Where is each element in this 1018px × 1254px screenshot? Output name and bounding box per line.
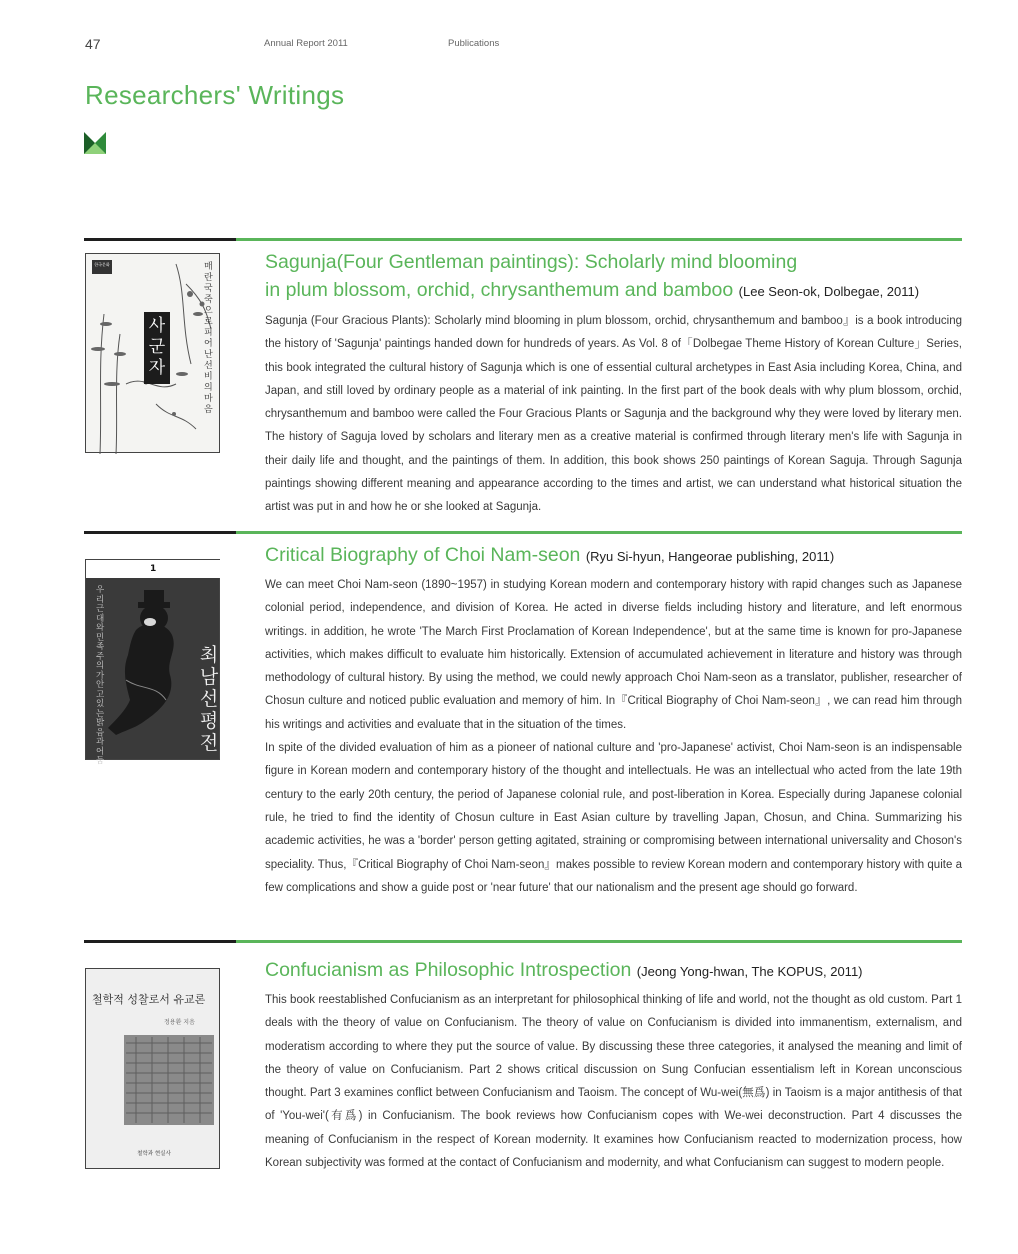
book-description: We can meet Choi Nam-seon (1890~1957) in studying Korean modern and contemporary history with rapid changes such as Japanese colonial period, independence, and division of Korea. He acted in diverse fields including history and literature, and left enormous writings. in addition, he wrote 'The March First Proclamation of Korean Independence', but at the same time is known for pro-Japanese activities, which makes difficult to evaluate him historically. Extension of accumulated achievement in literature and history was through methodology of cultural history. By using the method, we could newly approach Choi Nam-seon as a translator, publisher, researcher of Chosun culture and noticed public evaluation and memory of him. In『Critical Biography of Choi Nam-seon』, we can read him through his writings and activities and evaluate that in the situation of the times. xyxy=(265,579,962,731)
book-title-line1: Critical Biography of Choi Nam-seon xyxy=(265,544,581,566)
section-label: Publications xyxy=(448,38,500,49)
entry-rule-green xyxy=(236,531,962,534)
cover-title: 최남선 평전 xyxy=(199,644,219,754)
cover-publisher: 철학과 현실사 xyxy=(137,1151,171,1157)
entry-rule-green xyxy=(236,238,962,241)
entry-rule-dark xyxy=(84,238,236,241)
cover-series-label: 한국문화 xyxy=(94,262,110,267)
section-mark-icon xyxy=(84,132,106,154)
book-cover-choi xyxy=(85,559,220,766)
report-label: Annual Report 2011 xyxy=(264,38,348,49)
book-title xyxy=(265,956,962,986)
book-title xyxy=(265,248,962,306)
page-title: Researchers' Writings xyxy=(85,80,345,110)
cover-title: 철학적 성찰로서 유교론 xyxy=(92,993,206,1006)
entry-content xyxy=(265,541,962,900)
page-number: 47 xyxy=(85,36,101,52)
cover-title: 사군자 xyxy=(148,316,166,378)
book-title xyxy=(265,541,962,571)
entry-content xyxy=(265,248,962,520)
book-cover-sagunja xyxy=(85,253,220,453)
book-description: This book reestablished Confucianism as an interpretant for philosophical thinking of life and world, not the thought as old custom. Part 1 deals with the theory of value on Confucianism. The theory of value on Confucianism is divided into immanentism, externalism, and moderatism according to where they put the source of value. By discussing these three categories, it analysed the meaning and limit of the theory of value on Confucianism. Part 2 shows critical discussion on Sung Confucian essentialism left in Korean unconscious thought. Part 3 examines conflict between Confucianism and Taoism. The concept of Wu-wei(無爲) in Taoism is a major antithesis of that of 'You-wei'(有爲) in Confucianism. The book reviews how Confucianism copes with We-wei deconstruction. Part 4 discusses the meaning of Confucianism in the respect of Korean modernity. It examines how Confucianism reacted to modernization process, how Korean subjectivity was formed at the contact of Confucianism and modernity, and what Confucianism can suggest to modern people. xyxy=(265,994,962,1170)
book-description: In spite of the divided evaluation of him as a pioneer of national culture and 'pro-Japanese' activist, Choi Nam-seon is an indispensable figure in Korean modern and contemporary history of the thought and intellectuals. He was an intellectual who acted from the late 19th century to the early 20th century, the period of Japanese colonial rule, and post-liberation in Korea. Especially during Japanese colonial rule, he tried to find the identity of Chosun culture in East Asian culture by travelling Japan, Chosun, and China. Summarizing his academic activities, he was a 'border' person getting agitated, straining or compromising between international universality and Choson's speciality. Thus,『Critical Biography of Choi Nam-seon』makes possible to review Korean modern and contemporary history with quite a few complications and show a guide post or 'near future' that our nationalism and the present age should go forward. xyxy=(265,742,962,894)
book-title-line2: in plum blossom, orchid, chrysanthemum and bamboo xyxy=(265,279,734,301)
cover-subtitle: 우리 근대와 민족주의가 안고 있는 밝음과 어둠 xyxy=(96,585,105,766)
book-cover-confucianism xyxy=(85,968,220,1169)
book-meta: (Jeong Yong-hwan, The KOPUS, 2011) xyxy=(636,964,863,979)
book-description: Sagunja (Four Gracious Plants): Scholarly mind blooming in plum blossom, orchid, chrysanthemum and bamboo』is a book introducing the history of 'Sagunja' paintings handed down for hundreds of years. As Vol. 8 of「Dolbegae Theme History of Korean Culture」Series, this book integrated the cultural history of Sagunja which is one of essential cultural archetypes in East Asia including Korea, China, and Japan, and still loved by ordinary people as a material of ink painting. In the first part of the book deals with why plum blossom, orchid, chrysanthemum and bamboo were called the Four Gracious Plants or Sagunja and the background why they were loved by literary men. The history of Saguja loved by scholars and literary men as a creative material is confirmed through literary men's life with Sagunja in their daily life and thought, and the paintings of them. In addition, this book shows 250 paintings of Korean Saguja. Through Sagunja paintings showing different meaning and appearance according to the times and artist, we can understand what historical situation the artist was put in and how he or she looked at Sagunja. xyxy=(265,315,962,514)
cover-author: 정용환 지음 xyxy=(164,1019,195,1026)
book-title-line1: Confucianism as Philosophic Introspection xyxy=(265,959,632,981)
entry-rule-dark xyxy=(84,531,236,534)
page-header xyxy=(85,36,965,52)
cover-subtitle: 매란국죽으로 피어난 선비의 마음 xyxy=(204,262,213,415)
entry-content xyxy=(265,956,962,1175)
entry-rule-dark xyxy=(84,940,236,943)
entry-rule-green xyxy=(236,940,962,943)
book-title-line1: Sagunja(Four Gentleman paintings): Scholarly mind blooming xyxy=(265,251,798,273)
book-meta: (Lee Seon-ok, Dolbegae, 2011) xyxy=(738,284,920,299)
book-meta: (Ryu Si-hyun, Hangeorae publishing, 2011) xyxy=(585,549,835,564)
cover-series-number: 1 xyxy=(150,564,157,574)
